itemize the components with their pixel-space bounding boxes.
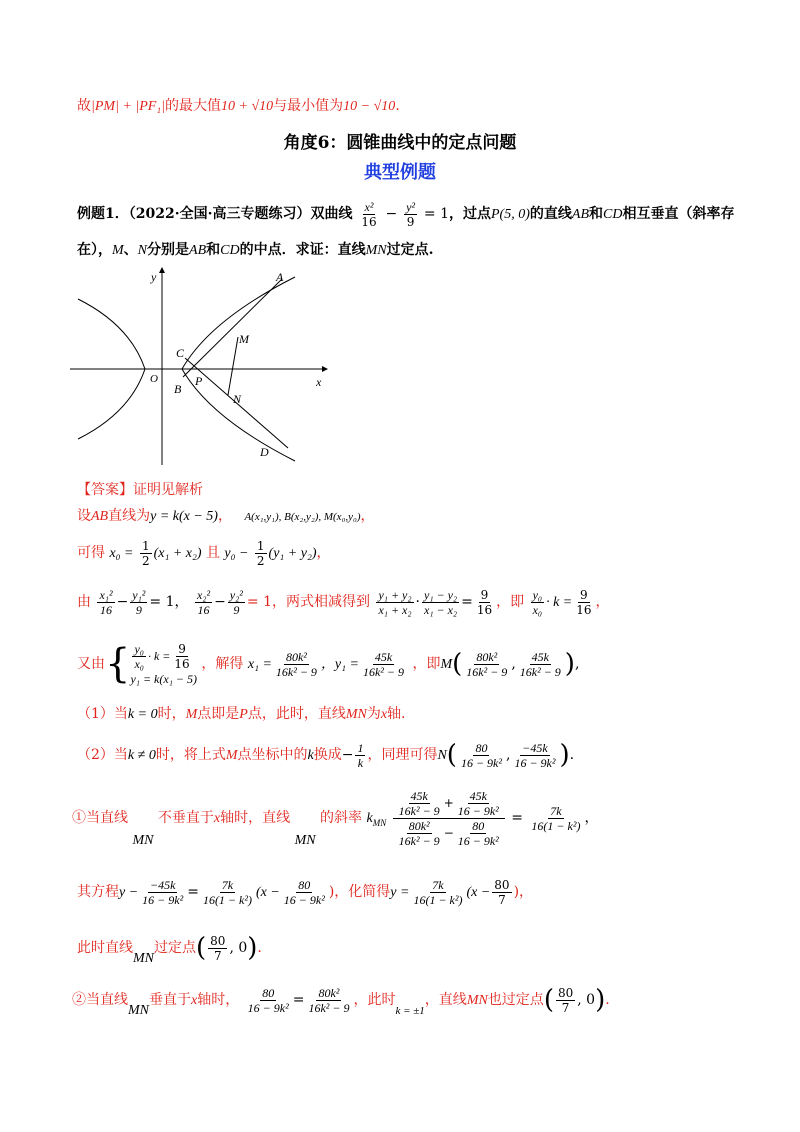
math-expr: MN	[294, 833, 316, 848]
numerator: y₀	[134, 641, 144, 656]
numerator: 45k	[374, 649, 393, 664]
denominator: 16	[100, 602, 112, 617]
math-expr: AB	[189, 243, 207, 258]
text: 相互垂直（斜率存	[622, 206, 735, 222]
math-expr: y −	[119, 885, 139, 900]
label-n: N	[233, 392, 242, 406]
fraction	[475, 588, 494, 617]
denominator: 7	[561, 1000, 570, 1015]
math-expr: M	[440, 657, 453, 672]
math-expr: ·	[415, 594, 420, 610]
denominator: 7	[213, 948, 222, 963]
denominator: 16(1 − k²)	[531, 818, 581, 833]
math-expr: CD	[220, 243, 240, 258]
fraction	[376, 588, 413, 617]
math-expr: CD	[603, 207, 623, 222]
fraction	[274, 650, 319, 679]
angle-title: 角度6：圆锥曲线中的定点问题	[283, 133, 517, 153]
math-expr: |PM| + |PF₁|	[91, 99, 166, 114]
conclusion-line	[77, 96, 400, 117]
fraction	[195, 588, 212, 617]
denominator: 16	[174, 656, 190, 671]
numerator: 9	[178, 641, 186, 656]
y-axis-arrow	[159, 267, 165, 273]
text: 直线为	[108, 508, 151, 524]
numerator: 9	[580, 587, 588, 602]
numerator: 80	[557, 985, 574, 1000]
math-expr: 10 + √10	[221, 99, 274, 114]
numerator: x²	[364, 199, 374, 214]
fraction	[282, 878, 327, 907]
answer-line-case1	[77, 704, 406, 725]
numerator: 80	[210, 933, 226, 948]
math-expr: =	[511, 810, 523, 826]
text: 换成	[313, 747, 342, 763]
math-expr: MN	[466, 993, 488, 1008]
compound-fraction	[393, 789, 505, 848]
math-expr: AB	[91, 509, 109, 524]
text: .	[605, 992, 610, 1008]
section-title: 典型例题	[364, 162, 436, 183]
math-expr: =	[461, 594, 473, 610]
text: )，	[513, 884, 534, 900]
fraction	[492, 878, 511, 907]
denominator: x₁ − x₂	[424, 602, 458, 617]
text: 点即是	[197, 706, 240, 722]
text: ，	[360, 508, 375, 524]
math-expr: M	[185, 707, 198, 722]
numerator: 45k	[410, 788, 428, 803]
fraction	[456, 789, 501, 818]
answer-line-vertical-case: ②当直线MN垂直于x轴时， $\frac{80}{\text{16 − 9k²}}$ = $\frac{\text{80k²}}{\text{16k² − 9}}$ ，此时$_{k = \pm 1}$，直线MN也过定点( $\frac{80}{7}$ , 0).	[72, 985, 610, 1018]
answer-line-fixed-point-1: 此时直线MN过定点( $\frac{80}{7}$ , 0).	[77, 933, 262, 966]
fraction	[411, 878, 464, 907]
denominator: 16 − 9k²	[457, 833, 499, 848]
math-expr: MN	[132, 833, 154, 848]
numerator: 7k	[221, 877, 234, 892]
numerator	[393, 789, 505, 819]
text: )，化简得	[328, 884, 391, 900]
math-expr: MN	[133, 951, 154, 966]
denominator: x₀	[532, 602, 543, 617]
math-expr: (x₁ + x₂)	[153, 546, 202, 561]
text: 点，此时，直线	[247, 706, 346, 722]
numerator: −45k	[149, 877, 176, 892]
denominator: 16k² − 9	[398, 803, 440, 818]
denominator: 16	[576, 602, 592, 617]
math-subscript: MN	[372, 817, 387, 828]
numerator: 80k²	[318, 985, 340, 1000]
denominator: 16 − 9k²	[283, 892, 325, 907]
text: 设	[77, 508, 91, 524]
numerator: 80k²	[285, 649, 307, 664]
fraction	[361, 650, 406, 679]
text: 由	[77, 594, 91, 610]
denominator: 2	[256, 553, 265, 568]
math-expr: y = k(x − 5)	[150, 509, 218, 524]
numerator: 45k	[469, 788, 487, 803]
math-expr: y =	[390, 885, 410, 900]
numerator: y₁²	[132, 587, 146, 602]
text: 分别是	[147, 242, 190, 258]
denominator: 16(1 − k²)	[202, 892, 252, 907]
text: 的斜率	[320, 810, 363, 826]
denominator: 16k² − 9	[466, 664, 508, 679]
math-expr: , 0	[577, 992, 596, 1008]
text: ，直线	[424, 992, 467, 1008]
answer-line-case2: （2）当k ≠ 0时，将上式M点坐标中的k换成− $\frac{1}{k}$ ，同理可得N( $\frac{80}{\text{16 − 9k²}}$ , $\frac{-45k}{\text{16 − 9k²}}$ ).	[77, 740, 575, 770]
answer-label: 【答案】证明见解析	[77, 482, 203, 498]
math-expr: =	[187, 884, 199, 900]
math-expr: MN	[365, 243, 387, 258]
text: 故	[77, 98, 91, 114]
denominator: 16 − 9k²	[247, 1000, 289, 1015]
math-expr: k ≠ 0	[127, 748, 156, 763]
text: 过定点.	[386, 242, 434, 258]
denominator: 2	[141, 553, 150, 568]
denominator: 16 − 9k²	[514, 755, 556, 770]
answer-line-3: 由 $\frac{\text{x₁²}}{16}$ − $\frac{\text{y₁²}}{9}$ = 1， $\frac{\text{x₂²}}{16}$ − $\frac{\text{y₂²}}{9}$ = 1，两式相减得到 $\frac{\text{y₁ + y₂}}{\text{x₁ + x₂}}$ · $\frac{\text{y₁ − y₂}}{\text{x₁ − x₂}}$ = $\frac{9}{16}$ ，即 $\frac{\text{y₀}}{\text{x₀}}$ · k = $\frac{9}{16}$ ，	[77, 587, 610, 617]
answer-line-1	[77, 506, 375, 527]
math-expr: M	[112, 243, 124, 258]
answer-line-2	[77, 538, 330, 568]
denominator: 16	[476, 602, 493, 617]
math-expr: y₁ = k(x₁ − 5)	[130, 671, 197, 686]
fraction	[140, 878, 185, 907]
numerator: −45k	[522, 740, 548, 755]
numerator: y₀	[532, 587, 543, 602]
fraction	[201, 878, 254, 907]
x-axis-arrow	[322, 366, 328, 372]
math-expr: y₀ −	[224, 546, 249, 561]
numerator: 80k²	[476, 649, 498, 664]
math-expr: · k =	[147, 648, 171, 663]
math-expr: N	[437, 748, 447, 763]
denominator: 16(1 − k²)	[413, 892, 463, 907]
fraction	[518, 650, 563, 679]
text: .	[257, 940, 262, 956]
fraction	[132, 642, 146, 671]
math-expr: AB	[571, 207, 589, 222]
denominator: x₀	[134, 656, 144, 671]
math-expr: = 1，	[149, 594, 189, 610]
text: 与最小值为	[273, 98, 344, 114]
denominator: 16 − 9k²	[457, 803, 499, 818]
math-expr: (y₁ + y₂)	[268, 546, 317, 561]
label-o: O	[150, 373, 158, 385]
math-expr: +	[443, 795, 454, 810]
fraction	[246, 986, 291, 1015]
denominator: 9	[233, 602, 240, 617]
text: 、	[123, 242, 138, 258]
text: .	[569, 747, 575, 763]
text: （1）当	[77, 706, 128, 722]
math-expr: x₁ =	[247, 657, 272, 672]
text: 的直线	[529, 206, 572, 222]
fraction	[359, 200, 378, 229]
fraction	[529, 804, 582, 833]
fraction	[172, 642, 191, 671]
math-expr: k = ±1	[395, 1005, 425, 1017]
fraction	[97, 588, 114, 617]
math-expr: x₀ =	[109, 546, 134, 561]
text: 的中点．求证：直线	[239, 242, 366, 258]
numerator: 80	[262, 985, 275, 1000]
fraction	[355, 741, 365, 770]
fraction	[531, 588, 545, 617]
label-a: A	[276, 270, 284, 284]
fraction	[306, 986, 351, 1015]
text: 轴时，	[197, 992, 240, 1008]
denominator: 16k² − 9	[308, 1000, 350, 1015]
math-expr: x	[191, 993, 198, 1008]
numerator: 9	[480, 587, 489, 602]
text: 在），	[77, 242, 112, 258]
fraction	[464, 650, 509, 679]
denominator: 16k² − 9	[275, 664, 317, 679]
fraction	[140, 539, 152, 568]
denominator: x₁ + x₂	[378, 602, 412, 617]
fraction	[397, 819, 442, 848]
text: 点坐标中的	[237, 747, 308, 763]
math-expr: MN	[128, 1003, 149, 1018]
numerator: x₂²	[196, 587, 211, 602]
text: ，过点	[449, 206, 491, 222]
fraction	[422, 588, 459, 617]
denominator: 16k² − 9	[362, 664, 404, 679]
numerator: y₁ − y₂	[424, 587, 458, 602]
text: = 1，两式相减得到	[246, 594, 370, 610]
fraction	[512, 741, 557, 770]
example-line-2	[77, 240, 433, 261]
numerator: 1	[357, 740, 364, 755]
text: 且	[205, 545, 220, 561]
text: ②当直线	[72, 992, 128, 1008]
math-expr: M	[225, 748, 238, 763]
label-b: B	[174, 382, 182, 396]
numerator: 45k	[531, 649, 549, 664]
math-expr: x	[213, 811, 221, 826]
numerator: 80	[298, 877, 311, 892]
text: 为	[366, 706, 381, 722]
denominator: 16 − 9k²	[460, 755, 502, 770]
numerator: 80	[472, 818, 485, 833]
math-expr: x	[380, 707, 388, 722]
label-x: x	[316, 375, 322, 389]
fraction	[574, 588, 593, 617]
math-expr: P	[239, 707, 248, 722]
line-mn	[228, 337, 238, 395]
text: 其方程	[77, 884, 119, 900]
answer-line-4: 又由{ $\frac{\text{y₀}}{\text{x₀}}$ · k = $\frac{9}{16}$ y₁ = k(x₁ − 5) ，解得 x₁ = $\frac{\text{80k²}}{\text{16k² − 9}}$ ，y₁ = $\frac{45k}{\text{16k² − 9}}$ ，即M( $\frac{\text{80k²}}{\text{16k² − 9}}$ , $\frac{45k}{\text{16k² − 9}}$ ),	[77, 641, 580, 687]
label-m: M	[239, 332, 249, 346]
math-expr: k	[307, 748, 314, 763]
text: 也过定点	[487, 992, 544, 1008]
answer-line-slope	[72, 785, 598, 851]
math-expr: =	[292, 992, 305, 1008]
text: 和	[589, 206, 603, 222]
answer-line-equation	[77, 872, 533, 912]
fraction	[404, 200, 417, 229]
text: 的最大值	[165, 98, 222, 114]
text: 轴.	[387, 706, 406, 722]
fraction	[556, 986, 575, 1015]
denominator: 16 − 9k²	[142, 892, 184, 907]
hyperbola-figure	[70, 265, 335, 465]
text: ，	[584, 810, 599, 826]
numerator: 1	[256, 538, 265, 553]
numerator: 7k	[550, 803, 562, 818]
math-expr: P(5, 0)	[491, 207, 530, 222]
denominator: 16k² − 9	[519, 664, 561, 679]
numerator: y₂²	[229, 587, 243, 602]
denominator: 9	[406, 214, 415, 229]
math-expr: ，y₁ =	[320, 657, 359, 672]
fraction	[397, 789, 442, 818]
denominator: 16	[361, 214, 377, 229]
fraction	[255, 539, 267, 568]
math-expr: = 1	[423, 206, 449, 222]
math-expr: 10 − √10	[343, 99, 396, 114]
numerator: 80k²	[408, 818, 430, 833]
math-expr: −	[341, 747, 354, 763]
denominator: 16	[197, 602, 210, 617]
text: .	[395, 98, 400, 114]
text: ①当直线	[72, 810, 128, 826]
text: 不垂直于	[157, 810, 214, 826]
text: ，此时	[353, 992, 396, 1008]
numerator: y²	[406, 199, 416, 214]
math-expr: (x −	[466, 885, 491, 900]
fraction	[130, 588, 147, 617]
text: 过定点	[154, 940, 196, 956]
fraction	[459, 741, 504, 770]
text: 又由	[77, 656, 105, 672]
numerator: y₁ + y₂	[378, 587, 412, 602]
text: ，	[316, 545, 331, 561]
math-expr: A(x₁,y₁), B(x₂,y₂), M(x₀,y₀)	[244, 511, 361, 523]
fraction	[208, 934, 227, 963]
math-expr: −	[443, 825, 454, 840]
math-expr: (x −	[255, 885, 280, 900]
numerator: x₁²	[99, 587, 113, 602]
label-y: y	[151, 270, 157, 284]
math-expr: k = 0	[127, 707, 158, 722]
label-p: P	[195, 374, 203, 388]
text: ，即	[412, 656, 441, 672]
text: ，即	[496, 594, 525, 610]
math-expr: · k =	[546, 595, 573, 610]
equation-system	[130, 642, 197, 687]
numerator: 1	[141, 538, 150, 553]
label-c: C	[176, 346, 185, 360]
text: ，同理可得	[367, 747, 438, 763]
denominator	[393, 819, 505, 848]
denominator: 16k² − 9	[398, 833, 440, 848]
text: 垂直于	[149, 992, 191, 1008]
text: 此时直线	[77, 940, 133, 956]
text: 可得	[77, 545, 105, 561]
text: ，解得	[201, 656, 244, 672]
example-label: 例题1．（2022·全国·高三专题练习）双曲线	[77, 206, 353, 222]
text: 轴时，直线	[220, 810, 291, 826]
example-line-1: 例题1．（2022·全国·高三专题练习）双曲线 $\frac{\text{x²}}{16}$ − $\frac{\text{y²}}{9}$ = 1，过点P(5, 0)的直线AB和CD相互垂直（斜率存	[77, 199, 735, 229]
text: 时，将上式	[155, 747, 226, 763]
line-ab	[183, 279, 282, 377]
denominator: 9	[135, 602, 142, 617]
label-d: D	[260, 445, 269, 459]
text: （2）当	[77, 747, 128, 763]
numerator: 80	[475, 740, 488, 755]
text: 和	[206, 242, 221, 258]
math-expr: k	[366, 811, 373, 826]
denominator: k	[357, 755, 364, 770]
text: ，	[595, 594, 610, 610]
math-expr: , 0	[229, 940, 248, 956]
denominator: 7	[498, 892, 506, 907]
fraction	[228, 588, 245, 617]
text: 时，	[157, 706, 186, 722]
text: ，	[217, 508, 232, 524]
fraction	[456, 819, 501, 848]
numerator: 7k	[432, 877, 444, 892]
numerator: 80	[494, 877, 510, 892]
math-expr: MN	[345, 707, 367, 722]
math-expr: N	[137, 243, 148, 258]
